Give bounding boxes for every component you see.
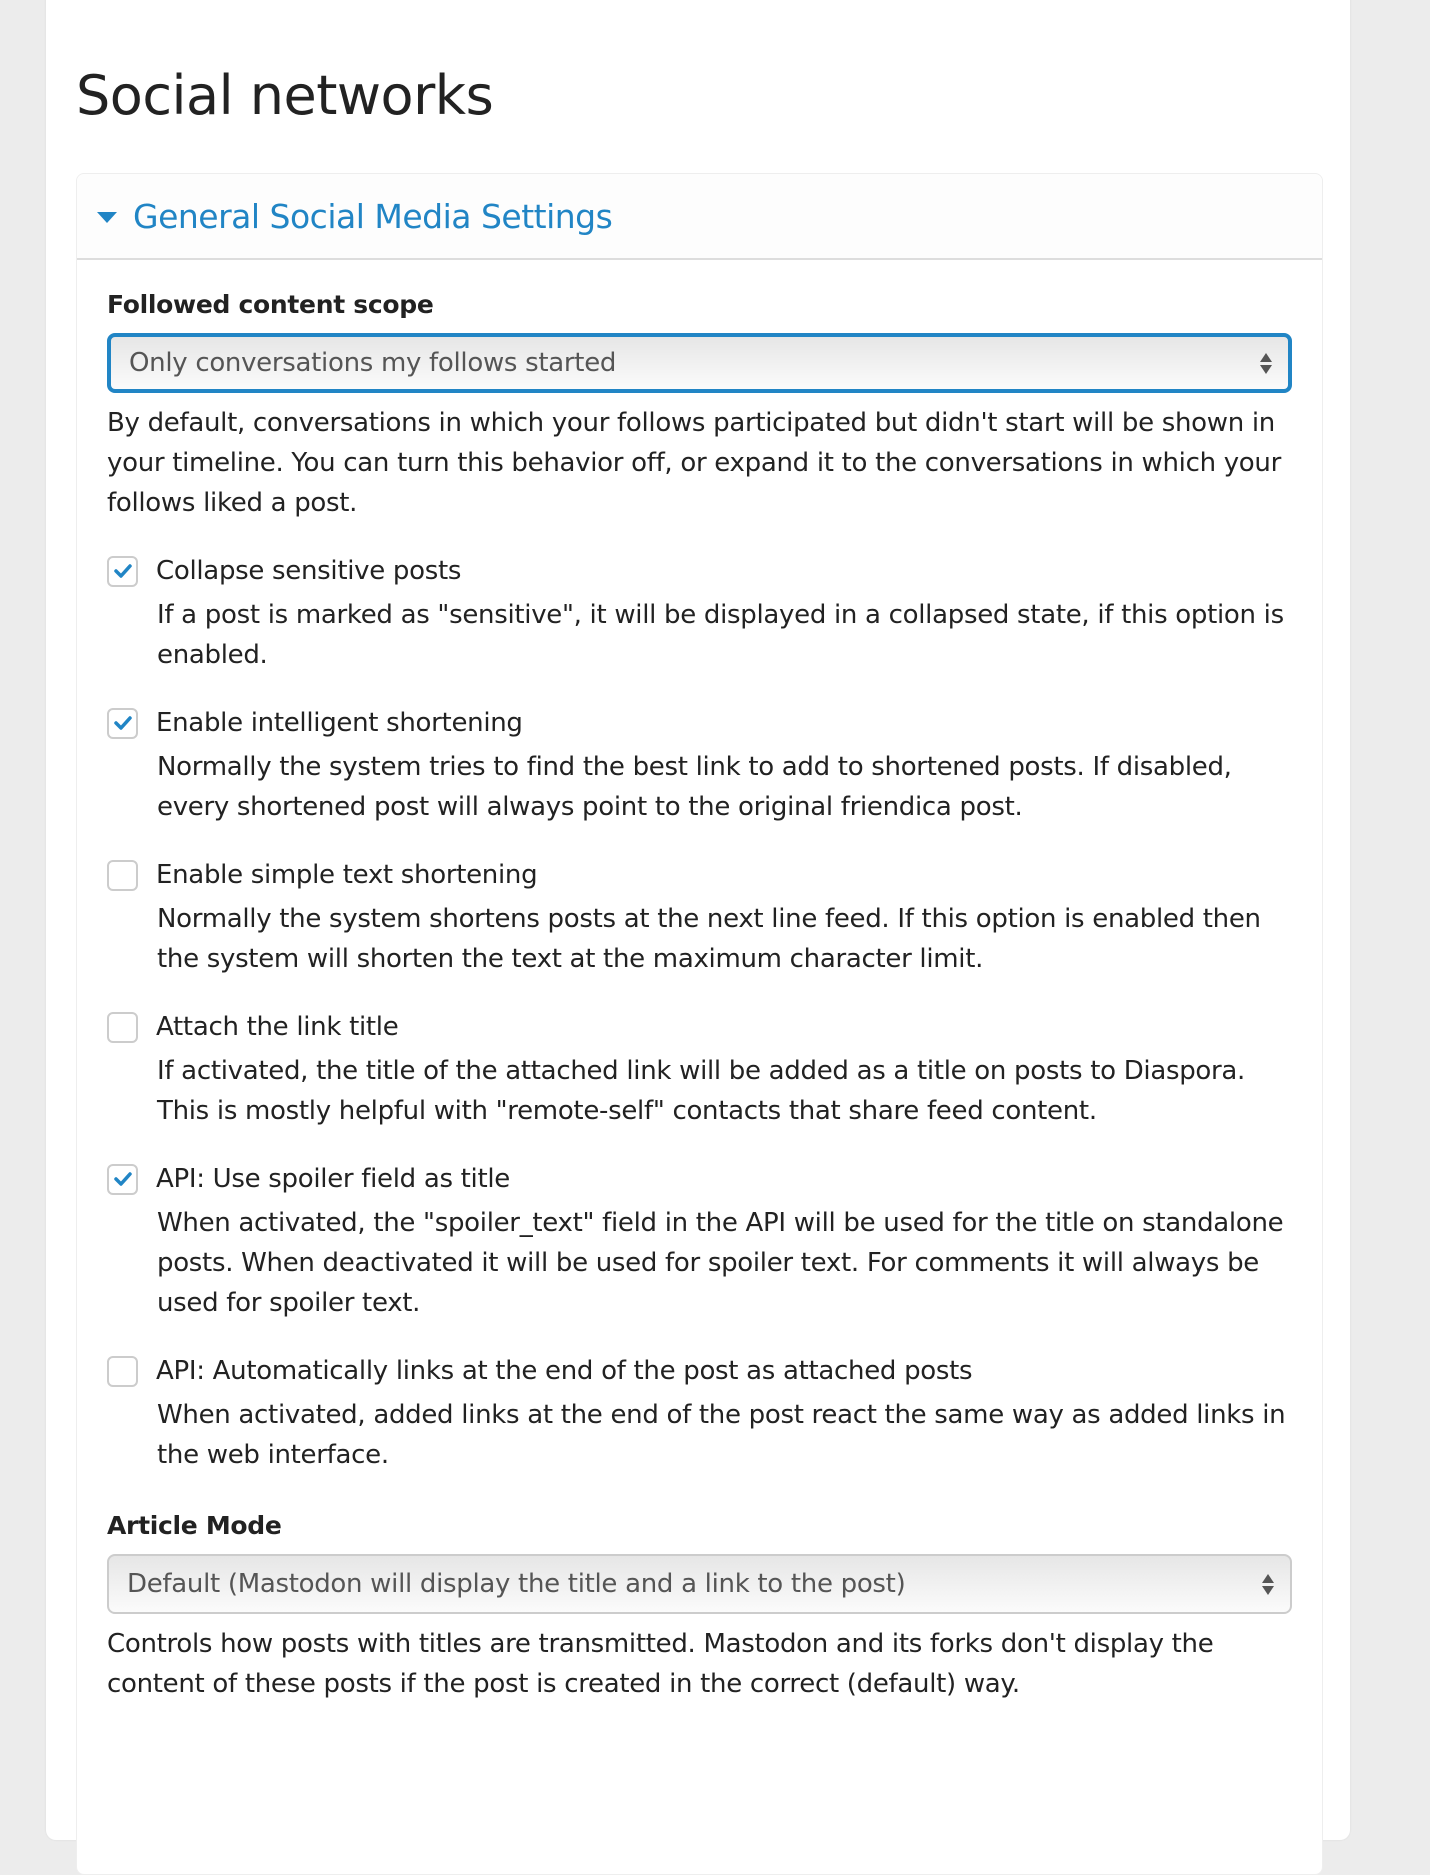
checkmark-icon [114, 715, 132, 731]
followed-scope-select[interactable] [107, 333, 1292, 393]
panel-body [77, 260, 1322, 1704]
option-line[interactable] [107, 703, 1292, 743]
general-social-media-panel [76, 173, 1323, 1875]
option-checkbox[interactable] [107, 708, 138, 739]
option-checkbox[interactable] [107, 1012, 138, 1043]
checkmark-icon [114, 1171, 132, 1187]
option-line[interactable] [107, 1159, 1292, 1199]
option-line[interactable] [107, 1007, 1292, 1047]
option-checkbox[interactable] [107, 1356, 138, 1387]
option-row [107, 551, 1292, 675]
followed-scope-value: Only conversations my follows started [129, 348, 617, 378]
option-help: When activated, added links at the end of the post react the same way as added links in the web interface. [157, 1400, 1286, 1470]
select-arrows-icon [1260, 353, 1272, 374]
option-row [107, 1351, 1292, 1475]
option-label[interactable]: Attach the link title [156, 1012, 399, 1042]
option-checkbox[interactable] [107, 1164, 138, 1195]
option-help: Normally the system shortens posts at the next line feed. If this option is enabled then the system will shorten the text at the maximum character limit. [157, 904, 1261, 974]
option-checkbox[interactable] [107, 860, 138, 891]
option-help: When activated, the "spoiler_text" field in the API will be used for the title on standalone posts. When deactivated it will be used for spoiler text. For comments it will always be used for spoiler text. [157, 1208, 1284, 1318]
option-label[interactable]: API: Automatically links at the end of the post as attached posts [156, 1356, 973, 1386]
option-label[interactable]: Enable simple text shortening [156, 860, 538, 890]
followed-scope-help: By default, conversations in which your follows participated but didn't start will be shown in your timeline. You can turn this behavior off, or expand it to the conversations in which your follows liked a post. [107, 408, 1281, 518]
option-help: Normally the system tries to find the best link to add to shortened posts. If disabled, every shortened post will always point to the original friendica post. [157, 752, 1232, 822]
option-checkbox[interactable] [107, 556, 138, 587]
option-label[interactable]: API: Use spoiler field as title [156, 1164, 510, 1194]
article-mode-select[interactable] [107, 1554, 1292, 1614]
option-line[interactable] [107, 855, 1292, 895]
article-mode-help: Controls how posts with titles are transmitted. Mastodon and its forks don't display the content of these posts if the post is created in the correct (default) way. [107, 1629, 1214, 1699]
option-line[interactable] [107, 551, 1292, 591]
option-row [107, 703, 1292, 827]
option-row [107, 1159, 1292, 1323]
option-label[interactable]: Collapse sensitive posts [156, 556, 462, 586]
option-line[interactable] [107, 1351, 1292, 1391]
caret-down-icon [97, 212, 117, 223]
panel-header-toggle[interactable] [77, 174, 1322, 260]
page-title: Social networks [76, 64, 494, 127]
option-help: If activated, the title of the attached link will be added as a title on posts to Diaspora. This is mostly helpful with "remote-self" contacts that share feed content. [157, 1056, 1246, 1126]
select-arrows-icon [1262, 1574, 1274, 1595]
checkmark-icon [114, 563, 132, 579]
panel-title[interactable]: General Social Media Settings [133, 196, 613, 236]
option-help: If a post is marked as "sensitive", it will be displayed in a collapsed state, if this option is enabled. [157, 600, 1284, 670]
option-row [107, 1007, 1292, 1131]
option-row [107, 855, 1292, 979]
article-mode-label: Article Mode [107, 1511, 282, 1540]
checkbox-options [107, 551, 1292, 1475]
followed-scope-label: Followed content scope [107, 290, 434, 319]
article-mode-value: Default (Mastodon will display the title and a link to the post) [127, 1569, 906, 1599]
option-label[interactable]: Enable intelligent shortening [156, 708, 523, 738]
